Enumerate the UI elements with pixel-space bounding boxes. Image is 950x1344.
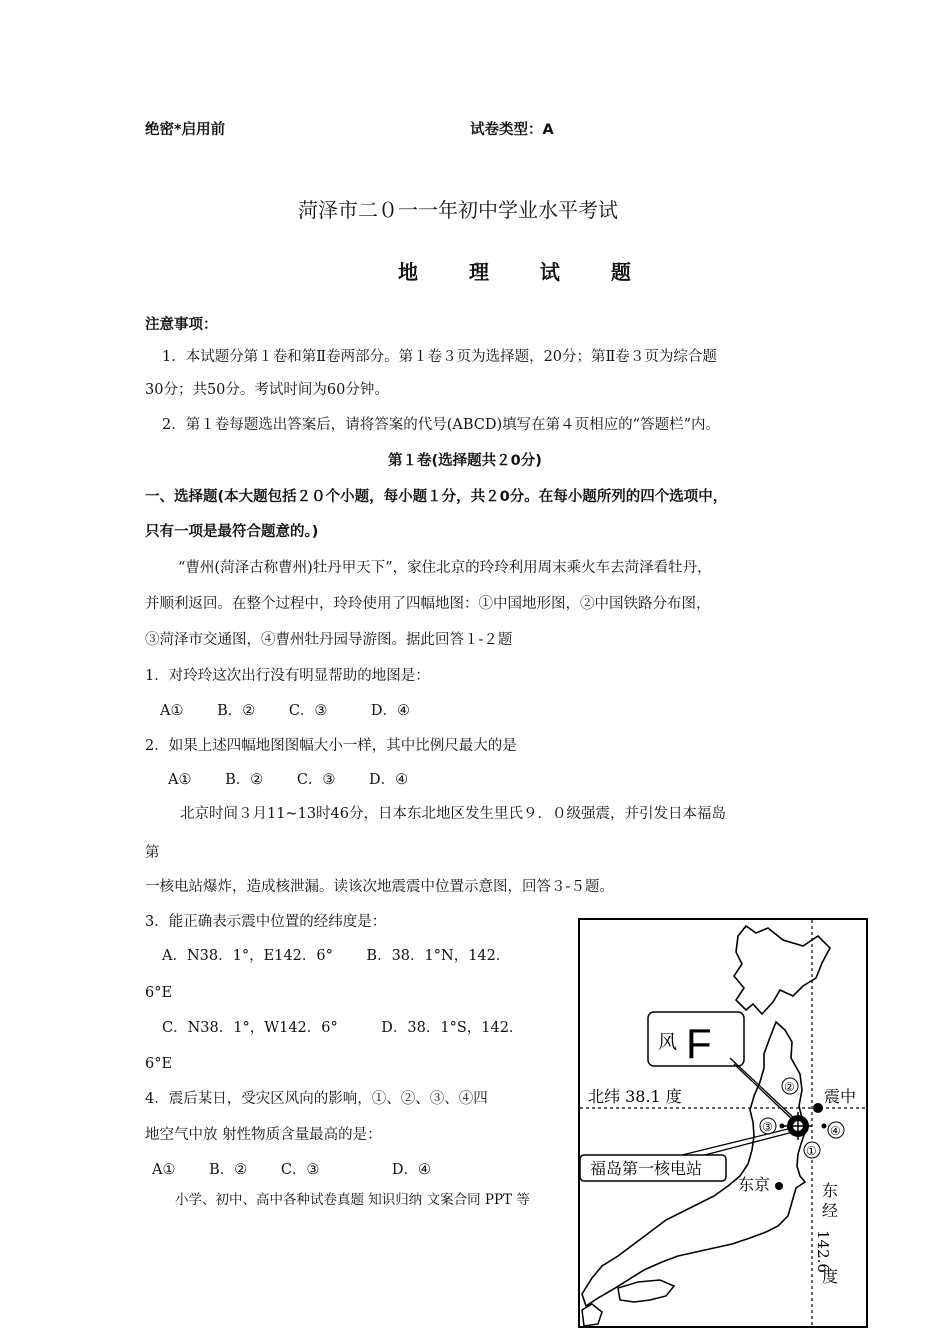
question-3-options-cd: C．N38．1°，W142．6° D．38．1°S，142． [162, 1020, 524, 1036]
subject-title: 地 理 试 题 [398, 260, 653, 284]
question-3-options-ab: A．N38．1°，E142．6° B．38．1°N，142． [162, 948, 511, 964]
point-1-label: ① [806, 1144, 817, 1158]
nuclear-plant-label: 福岛第一核电站 [590, 1159, 703, 1178]
section-instructions: 一、选择题(本大题包括２０个小题，每小题１分，共２0分。在每小题所列的四个选项中， [145, 489, 728, 505]
question-4-stem: 4．震后某日，受灾区风向的影响，①、②、③、④四 [145, 1091, 488, 1107]
longitude-label-4: 度 [822, 1267, 839, 1286]
notes-item-1: 1．本试题分第１卷和第Ⅱ卷两部分。第１卷３页为选择题，20分；第Ⅱ卷３页为综合题 [162, 349, 717, 365]
confidential-label: 绝密*启用前 [145, 122, 226, 138]
paper-type-label: 试卷类型：A [470, 122, 554, 138]
question-4-stem-cont: 地空气中放 射性物质含量最高的是： [145, 1127, 382, 1143]
passage-1-line-2: 并顺利返回。在整个过程中，玲玲使用了四幅地图：①中国地形图，②中国铁路分布图， [145, 596, 711, 612]
tokyo-dot [775, 1182, 783, 1190]
earthquake-location-map [578, 918, 868, 1328]
question-2-stem: 2．如果上述四幅地图图幅大小一样，其中比例尺最大的是 [145, 738, 517, 754]
epicenter-label: 震中 [824, 1087, 857, 1106]
passage-2-line-2: 第 [145, 845, 160, 861]
question-3-options-ab-wrap: 6°E [145, 985, 173, 1001]
epicenter-dot [813, 1103, 823, 1113]
longitude-label-2: 经 [822, 1201, 839, 1220]
passage-2-line-3: 一核电站爆炸，造成核泄漏。读该次地震震中位置示意图，回答３-５题。 [145, 879, 614, 895]
question-4-options: A① B．② C．③ D．④ [152, 1162, 432, 1178]
tokyo-label: 东京 [738, 1175, 771, 1194]
question-2-options: A① B．② C．③ D．④ [168, 772, 409, 788]
longitude-label-3: 142.6 [814, 1230, 832, 1273]
notes-item-1-cont: 30分；共50分。考试时间为60分钟。 [145, 382, 389, 398]
wind-direction-icon: F [686, 1020, 712, 1067]
point-2-label: ② [784, 1080, 795, 1094]
notes-item-2: 2．第１卷每题选出答案后，请将答案的代号(ABCD)填写在第４页相应的“答题栏”内。 [162, 417, 720, 433]
question-3-stem: 3．能正确表示震中位置的经纬度是： [145, 914, 387, 930]
longitude-label-1: 东 [822, 1181, 839, 1200]
footer-ad-text: 小学、初中、高中各种试卷真题 知识归纳 文案合同 PPT 等 [175, 1192, 530, 1208]
question-3-options-cd-wrap: 6°E [145, 1056, 173, 1072]
exam-title: 菏泽市二０一一年初中学业水平考试 [298, 198, 618, 222]
section-title: 第１卷(选择题共２0分) [388, 453, 542, 469]
question-1-stem: 1．对玲玲这次出行没有明显帮助的地图是： [145, 668, 430, 684]
passage-1-line-3: ③菏泽市交通图，④曹州牡丹园导游图。据此回答１-２题 [145, 632, 513, 648]
passage-2-line-1: 北京时间３月11~13时46分，日本东北地区发生里氏９．０级强震，并引发日本福岛 [180, 806, 726, 822]
latitude-label: 北纬 38.1 度 [588, 1087, 682, 1106]
wind-label: 风 [658, 1031, 678, 1053]
section-instructions-cont: 只有一项是最符合题意的。) [145, 524, 319, 540]
question-1-options: A① B．② C．③ D．④ [160, 703, 411, 719]
point-3-label: ③ [762, 1120, 773, 1134]
passage-1-line-1: “曹州(菏泽古称曹州)牡丹甲天下”，家住北京的玲玲利用周末乘火车去菏泽看牡丹， [178, 560, 712, 576]
notes-heading: 注意事项： [145, 317, 218, 333]
point-4-label: ④ [830, 1124, 841, 1138]
